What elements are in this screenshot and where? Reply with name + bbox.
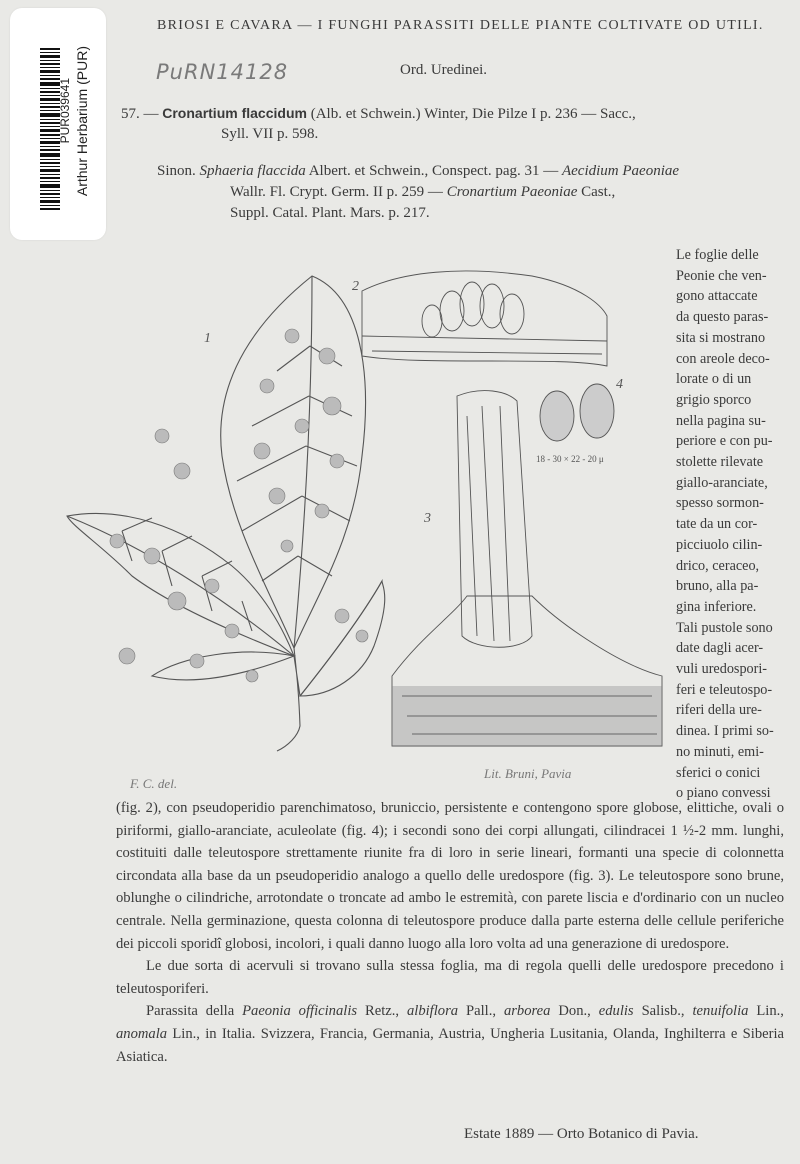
side-line: date dagli acer- <box>676 640 764 657</box>
page-header: BRIOSI E CAVARA — I FUNGHI PARASSITI DELLE PIANTE COLTIVATE OD UTILI. <box>157 18 764 33</box>
side-line: gina inferiore. <box>676 598 757 615</box>
side-column-text <box>676 245 794 804</box>
host-5: tenuifolia <box>692 1003 749 1020</box>
synonyms <box>157 161 797 224</box>
fig-number-3: 3 <box>424 511 431 526</box>
printer-signature: Lit. Bruni, Pavia <box>484 766 572 781</box>
side-line: Le foglie delle <box>676 247 759 263</box>
barcode <box>40 48 60 210</box>
side-line: bruno, alla pa- <box>676 578 759 595</box>
syn-lead: Sinon. <box>157 163 196 179</box>
side-line: picciuolo cilin- <box>676 536 763 553</box>
syn-line2: Wallr. Fl. Crypt. Germ. II p. 259 — <box>230 184 443 200</box>
paragraph-2: Le due sorta di acervuli si trovano sulla stessa foglia, ma di regola quelli delle uredospore precedono i teleutosporiferi. <box>116 958 784 997</box>
syn-1: Sphaeria flaccida <box>199 163 306 179</box>
side-line: periore e con pu- <box>676 433 773 450</box>
side-line: spesso sormon- <box>676 495 764 512</box>
syn-line3: Suppl. Catal. Plant. Mars. p. 217. <box>230 205 430 221</box>
side-line: o piano convessi <box>676 785 771 802</box>
p3-d: Don., <box>558 1003 591 1020</box>
side-line: tate da un cor- <box>676 516 758 533</box>
herbarium-name: Arthur Herbarium (PUR) <box>74 46 90 197</box>
illustration-plate <box>62 256 674 786</box>
handwritten-accession: PuRN14128 <box>156 60 289 84</box>
p3-b: Retz., <box>365 1003 400 1020</box>
species-ref-line2: Syll. VII p. 598. <box>221 126 319 142</box>
side-line: lorate o di un <box>676 371 752 388</box>
side-line: vuli uredospori- <box>676 661 768 678</box>
p3-f: Lin., <box>756 1003 784 1020</box>
syn-1-ref: Albert. et Schwein., Conspect. pag. 31 — <box>308 163 559 179</box>
fig-number-2: 2 <box>352 279 359 294</box>
paragraph-3 <box>116 1000 784 1068</box>
host-1: Paeonia officinalis <box>242 1003 358 1020</box>
side-line: da questo paras- <box>676 309 769 326</box>
herbarium-label-card <box>10 8 106 240</box>
side-line: gono attaccate <box>676 288 758 305</box>
side-line: Tali pustole sono <box>676 619 773 636</box>
specimen-code: PUR039641 <box>58 78 72 144</box>
side-line: drico, ceraceo, <box>676 557 760 574</box>
side-line: grigio sporco <box>676 391 752 408</box>
syn-3-ref: Cast., <box>581 184 616 200</box>
order-text: Ord. Uredinei. <box>400 62 488 78</box>
paragraph-1: (fig. 2), con pseudoperidio parenchimatoso, bruniccio, persistente e contengono spore globose, elittiche, ovali o piriformi, giallo-aranciate, aculeolate (fig. 4); i secondi sono dei corpi allungati, cilindracei 1 ½-2 mm. lunghi, costituiti dalle teleutospore strettamente riunite fra di loro in serie lineari, formanti una specie di colonnetta circondata alla base da un pseudoperidio analogo a quello delle uredospore (fig. 3). Le teleutospore sono brune, oblunghe o cilindriche, arrotondate o troncate ad ambo le estremità, con parete liscia e d'ordinario con un nucleo centrale. Nella germinazione, questa colonna di teleutospore produce dalla parte esterna delle cellule periferiche dei piccoli sporidî globosi, incolori, i quali danno luogo alla loro volta ad una generazione di uredospore. <box>116 800 784 952</box>
side-line: sferici o conici <box>676 764 761 781</box>
side-line: sita si mostrano <box>676 329 766 346</box>
fig-number-4: 4 <box>616 377 623 392</box>
species-entry <box>121 103 800 144</box>
species-name: Cronartium flaccidum <box>162 105 307 121</box>
species-authors: (Alb. et Schwein.) Winter, Die Pilze I p. 236 — Sacc., <box>310 106 636 122</box>
p3-a: Parassita della <box>146 1003 235 1020</box>
side-line: riferi della ure- <box>676 702 762 719</box>
side-line: con areole deco- <box>676 350 770 367</box>
side-line: no minuti, emi- <box>676 743 764 760</box>
fig-number-1: 1 <box>204 331 211 346</box>
host-4: edulis <box>598 1003 634 1020</box>
footer-note: Estate 1889 — Orto Botanico di Pavia. <box>464 1126 699 1142</box>
p3-c: Pall., <box>466 1003 497 1020</box>
side-line: dinea. I primi so- <box>676 723 774 740</box>
spore-scale: 18 - 30 × 22 - 20 μ <box>536 454 604 464</box>
entry-number: 57. — <box>121 106 159 122</box>
order-title <box>400 62 487 79</box>
side-line: giallo-aranciate, <box>676 474 768 491</box>
p3-g: Lin., in Italia. Svizzera, Francia, Germania, Austria, Ungheria Lusitania, Olanda, Inghilterra e Siberia Asiatica. <box>116 1025 784 1065</box>
side-line: stolette rilevate <box>676 454 764 471</box>
side-line: Peonie che ven- <box>676 267 767 284</box>
artist-signature: F. C. del. <box>130 776 178 791</box>
host-2: albiflora <box>406 1003 459 1020</box>
main-text <box>116 797 784 1068</box>
host-6: anomala <box>116 1025 168 1042</box>
syn-3: Cronartium Paeoniae <box>446 184 578 200</box>
syn-2: Aecidium Paeoniae <box>561 163 680 179</box>
side-line: feri e teleutospo- <box>676 681 773 698</box>
p3-e: Salisb., <box>641 1003 685 1020</box>
host-3: arborea <box>503 1003 551 1020</box>
side-line: nella pagina su- <box>676 412 766 429</box>
